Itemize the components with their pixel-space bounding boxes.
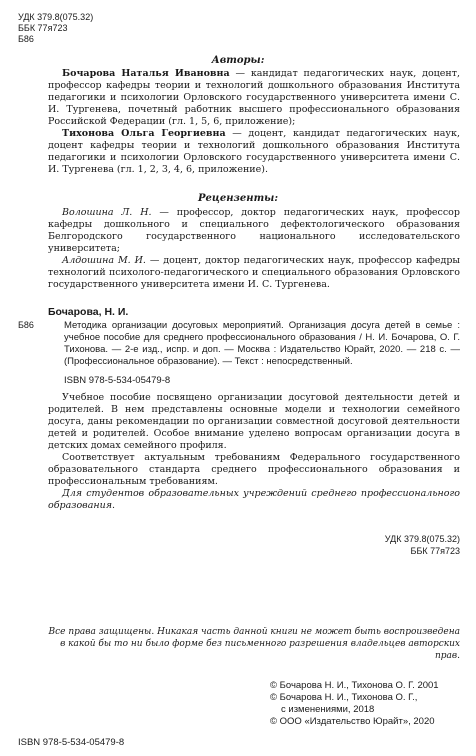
author-2-name: Тихонова Ольга Георгиевна — [62, 128, 226, 139]
udk-code: УДК 379.8(075.32) — [18, 12, 94, 22]
right-codes — [385, 533, 460, 557]
rights-line-1: Все права защищены. Никакая часть данной книги не может быть воспроизведена — [48, 627, 460, 637]
copyright-2: © Бочарова Н. И., Тихонова О. Г., — [270, 692, 418, 703]
author-1 — [48, 68, 460, 128]
bbk-code: ББК 77я723 — [18, 23, 68, 33]
catalog-isbn: ISBN 978-5-534-05479-8 — [64, 375, 171, 386]
catalog-author: Бочарова, Н. И. — [48, 306, 129, 318]
copyright-3: © ООО «Издательство Юрайт», 2020 — [270, 716, 435, 727]
reviewers-block — [48, 207, 460, 291]
authors-heading: Авторы: — [211, 55, 265, 66]
author-1-text: — кандидат педагогических наук, доцент, профессор кафедры теории и технологий дошкольного образования Института педагогики и психологии Орловского государственного университета имени С. И. Тургенева, почетный работник высшего профессионального образования Российской Федерации (гл. 1, 5, 6, приложение); — [48, 68, 461, 127]
rights-notice — [48, 626, 460, 662]
copyright-1: © Бочарова Н. И., Тихонова О. Г. 2001 — [270, 680, 439, 691]
reviewer-2-name: Алдошина М. И. — [62, 255, 146, 266]
reviewers-heading: Рецензенты: — [197, 193, 279, 204]
author-mark: Б86 — [18, 34, 34, 44]
authors-block — [48, 68, 460, 176]
right-bbk: ББК 77я723 — [410, 546, 460, 556]
rights-line-2: в какой бы то ни было форме без письменного разрешения владельцев авторских прав. — [60, 639, 460, 661]
reviewer-1 — [48, 207, 460, 255]
abstract-paragraph-3: Для студентов образовательных учреждений среднего профессионального образования. — [48, 488, 460, 511]
catalog-description: Методика организации досуговых мероприятий. Организация досуга детей в семье : учебное пособие для среднего профессионального образования / Н. И. Бочарова, О. Г. Тихонова. — 2-е изд., испр. и доп. — Москва : Издательство Юрайт, 2020. — 218 с. — (Профессиональное образование). — Текст : непосредственный. — [64, 320, 460, 367]
right-udk: УДК 379.8(075.32) — [384, 534, 460, 544]
reviewer-1-text: — профессор, доктор педагогических наук, профессор кафедры дошкольного и специального дефектологического образования Белгородского государственного национального исследовательского университета; — [48, 207, 460, 254]
author-2 — [48, 128, 460, 176]
abstract-paragraph-1: Учебное пособие посвящено организации досуговой деятельности детей и родителей. В нем представлены основные модели и технологии семейного досуга, даны рекомендации по организации совместной досуговой деятельности детей и родителей. Особое внимание уделено вопросам организации досуга в детских домах семейного профиля. — [48, 392, 460, 451]
author-2-text: — доцент, кандидат педагогических наук, доцент кафедры теории и технологий дошкольного образования Института педагогики и психологии Орловского государственного университета имени С. И. Тургенева (гл. 1, 2, 3, 4, 6, приложение). — [48, 128, 460, 175]
copyright-2-cont: с изменениями, 2018 — [281, 704, 375, 715]
footer-isbn: ISBN 978-5-534-05479-8 — [18, 737, 125, 748]
reviewer-2 — [48, 255, 460, 291]
reviewer-2-text: — доцент, доктор педагогических наук, профессор кафедры технологий психолого-педагогического и специального образования Орловского государственного университета имени И. С. Тургенева. — [48, 255, 460, 290]
copyright-block — [270, 680, 462, 728]
reviewer-1-name: Волошина Л. Н. — [62, 207, 152, 218]
library-codes — [18, 12, 93, 45]
abstract — [48, 392, 460, 512]
author-1-name: Бочарова Наталья Ивановна — [62, 68, 230, 79]
abstract-paragraph-2: Соответствует актуальным требованиям Федерального государственного образовательного стандарта среднего профессионального образования и профессиональным требованиям. — [48, 452, 460, 487]
catalog-mark: Б86 — [18, 320, 34, 330]
